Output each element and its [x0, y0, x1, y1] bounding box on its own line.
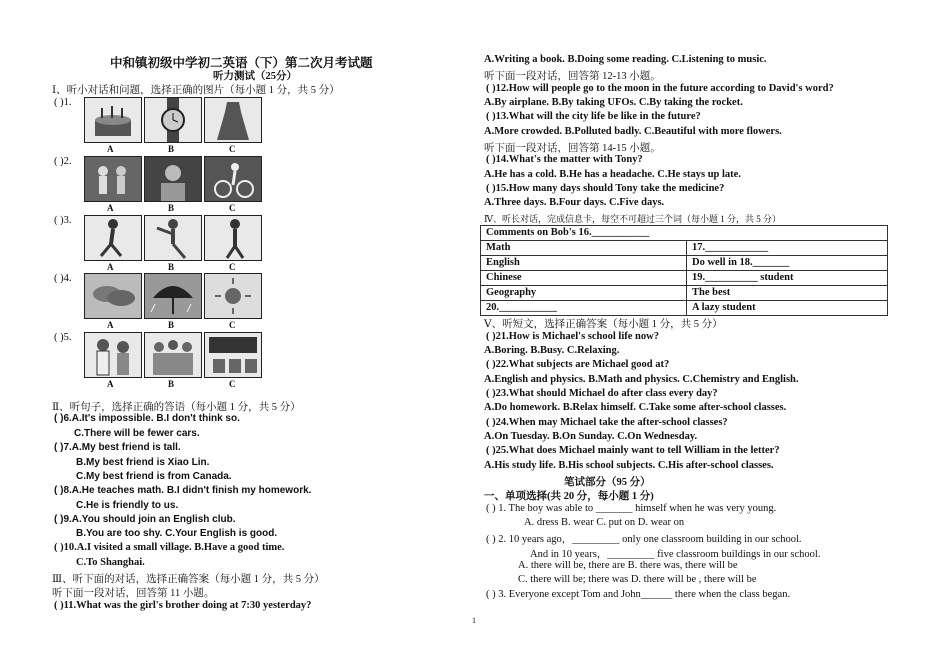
question-15: ( )15.How many days should Tony take the medicine?	[486, 183, 725, 194]
question-6: ( )6.A.It's impossible. B.I don't think so.	[54, 413, 240, 424]
question-8: ( )8.A.He teaches math. B.I didn't finish my homework.	[54, 485, 312, 496]
cloudy-sky-image	[84, 273, 142, 319]
question-7: ( )7.A.My best friend is tall.	[54, 442, 181, 453]
question-21-options: A.Boring. B.Busy. C.Relaxing.	[484, 345, 620, 356]
table-cell: 17.____________	[687, 241, 888, 256]
question-25: ( )25.What does Michael mainly want to tell William in the letter?	[486, 445, 780, 456]
table-row	[481, 226, 888, 241]
section2-heading: Ⅱ、听句子，选择正确的答语（每小题 1 分，共 5 分）	[52, 402, 301, 413]
table-row	[481, 271, 888, 286]
table-cell: Math	[481, 241, 687, 256]
question-number: ( )5.	[54, 332, 72, 343]
dress-image	[204, 97, 262, 143]
written-question-1: ( ) 1. The boy was able to _______ himself when he was very young.	[486, 503, 777, 514]
question-7-option-c: C.My best friend is from Canada.	[76, 471, 232, 482]
picture-question-4: ( )4. A B C	[54, 273, 314, 331]
written-question-3: ( ) 3. Everyone except Tom and John______ there when the class began.	[486, 589, 791, 600]
table-cell: Do well in 18._______	[687, 256, 888, 271]
picture-question-1: ( )1. A B C	[54, 97, 314, 155]
table-row	[481, 286, 888, 301]
question-12-options: A.By airplane. B.By taking UFOs. C.By taking the rocket.	[484, 97, 743, 108]
written-question-2-options-ab: A. there will be, there are B. there was, there will be	[518, 560, 738, 571]
doctor-patient-image	[84, 332, 142, 378]
rain-umbrella-image	[144, 273, 202, 319]
cyclist-image	[204, 156, 262, 202]
table-header-cell: Comments on Bob's 16.___________	[481, 226, 888, 241]
sunny-sky-image	[204, 273, 262, 319]
question-7-option-b: B.My best friend is Xiao Lin.	[76, 457, 210, 468]
question-number: ( )3.	[54, 215, 72, 226]
written-question-2-options-cd: C. there will be; there was D. there will be , there will be	[518, 574, 757, 585]
question-13-options: A.More crowded. B.Polluted badly. C.Beautiful with more flowers.	[484, 126, 782, 137]
question-24: ( )24.When may Michael take the after-school classes?	[486, 417, 728, 428]
written-section1-heading: 一、单项选择(共 20 分，每小题 1 分)	[484, 491, 654, 502]
birthday-cake-image	[84, 97, 142, 143]
written-question-1-options: A. dress B. wear C. put on D. wear on	[524, 517, 685, 528]
question-23: ( )23.What should Michael do after class every day?	[486, 388, 718, 399]
runner-image	[84, 215, 142, 261]
table-row	[481, 256, 888, 271]
question-12: ( )12.How will people go to the moon in the future according to David's word?	[486, 83, 834, 94]
table-cell: 20.___________	[481, 301, 687, 316]
question-9-options: B.You are too shy. C.Your English is good.	[76, 528, 278, 539]
question-22: ( )22.What subjects are Michael good at?	[486, 359, 670, 370]
question-25-options: A.His study life. B.His school subjects. C.His after-school classes.	[484, 460, 774, 471]
table-cell: 19.__________ student	[687, 271, 888, 286]
question-number: ( )4.	[54, 273, 72, 284]
question-14: ( )14.What's the matter with Tony?	[486, 154, 643, 165]
picture-question-5: ( )5. A B C	[54, 332, 314, 390]
section3-heading: Ⅲ、听下面的对话，选择正确答案（每小题 1 分，共 5 分）	[52, 574, 325, 585]
picture-question-2: ( )2. A B C	[54, 156, 314, 214]
question-9: ( )9.A.You should join an English club.	[54, 514, 236, 525]
question-23-options: A.Do homework. B.Relax himself. C.Take some after-school classes.	[484, 402, 787, 413]
exam-title: 中和镇初级中学初二英语（下）第二次月考试题	[110, 56, 373, 70]
classroom-image	[204, 332, 262, 378]
info-card-table	[480, 225, 888, 316]
group-people-image	[144, 332, 202, 378]
section5-heading: Ⅴ、听短文，选择正确答案（每小题 1 分，共 5 分）	[484, 319, 723, 330]
table-row	[481, 301, 888, 316]
question-11-options: A.Writing a book. B.Doing some reading. C.Listening to music.	[484, 54, 767, 65]
section3-intro-12-13: 听下面一段对话，回答第 12-13 小题。	[484, 71, 661, 82]
question-10: ( )10.A.I visited a small village. B.Have a good time.	[54, 542, 285, 553]
table-cell: Chinese	[481, 271, 687, 286]
question-21: ( )21.How is Michael's school life now?	[486, 331, 659, 342]
page-number: 1	[472, 616, 476, 625]
table-row	[481, 241, 888, 256]
question-11: ( )11.What was the girl's brother doing at 7:30 yesterday?	[54, 600, 312, 611]
dancer-image	[144, 215, 202, 261]
section3-intro-14-15: 听下面一段对话，回答第 14-15 小题。	[484, 143, 661, 154]
people-walking-image	[84, 156, 142, 202]
table-cell: The best	[687, 286, 888, 301]
section4-heading: Ⅳ、听长对话，完成信息卡，每空不可超过三个词（每小题 1 分，共 5 分）	[484, 214, 781, 224]
person-portrait-image	[144, 156, 202, 202]
question-number: ( )1.	[54, 97, 72, 108]
section1-heading: Ⅰ、听小对话和问题，选择正确的图片（每小题 1 分，共 5 分）	[52, 85, 340, 96]
question-number: ( )2.	[54, 156, 72, 167]
table-cell: A lazy student	[687, 301, 888, 316]
written-question-2: ( ) 2. 10 years ago，_________ only one classroom building in our school.	[486, 534, 802, 545]
written-part-title: 笔试部分（95 分）	[564, 477, 651, 488]
question-8-option-c: C.He is friendly to us.	[76, 500, 179, 511]
wrist-watch-image	[144, 97, 202, 143]
written-question-2-line2: And in 10 years，_________ five classroom buildings in our school.	[530, 549, 821, 560]
question-15-options: A.Three days. B.Four days. C.Five days.	[484, 197, 665, 208]
picture-question-3: ( )3. A B C	[54, 215, 314, 273]
question-14-options: A.He has a cold. B.He has a headache. C.He stays up late.	[484, 169, 741, 180]
question-6-option-c: C.There will be fewer cars.	[74, 428, 200, 439]
athlete-image	[204, 215, 262, 261]
question-22-options: A.English and physics. B.Math and physics. C.Chemistry and English.	[484, 374, 799, 385]
table-cell: Geography	[481, 286, 687, 301]
listening-subtitle: 听力测试（25分）	[213, 71, 297, 82]
question-13: ( )13.What will the city life be like in the future?	[486, 111, 701, 122]
question-24-options: A.On Tuesday. B.On Sunday. C.On Wednesday.	[484, 431, 698, 442]
question-10-option-c: C.To Shanghai.	[76, 557, 145, 568]
table-cell: English	[481, 256, 687, 271]
section3-intro-11: 听下面一段对话，回答第 11 小题。	[52, 588, 215, 599]
